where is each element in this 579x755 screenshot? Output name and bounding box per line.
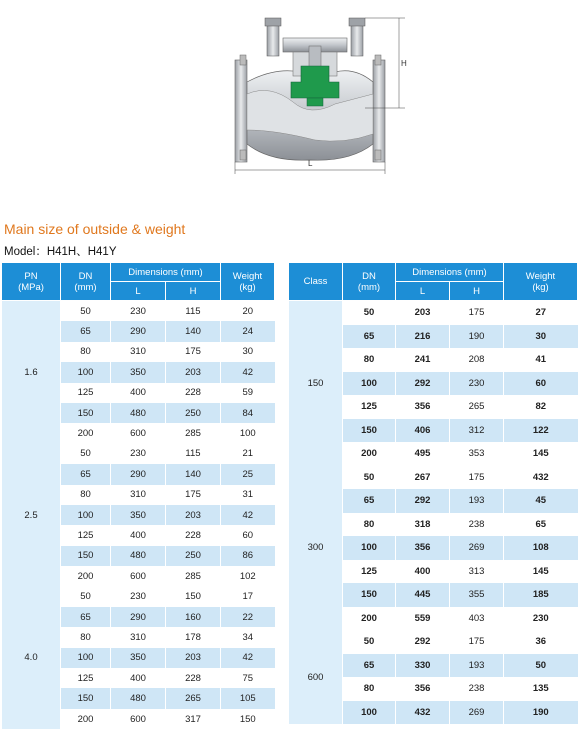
l-header: L bbox=[396, 282, 450, 301]
l-cell: 600 bbox=[111, 423, 166, 443]
dn-cell: 100 bbox=[343, 701, 396, 725]
dn-cell: 65 bbox=[61, 321, 111, 341]
weight-cell: 75 bbox=[221, 668, 275, 688]
dn-cell: 200 bbox=[61, 709, 111, 729]
dn-cell: 150 bbox=[61, 546, 111, 566]
h-cell: 312 bbox=[450, 419, 504, 443]
l-cell: 203 bbox=[396, 301, 450, 325]
h-cell: 230 bbox=[450, 372, 504, 396]
left-flange bbox=[235, 60, 247, 162]
l-cell: 292 bbox=[396, 372, 450, 396]
h-cell: 115 bbox=[166, 444, 221, 464]
weight-cell: 135 bbox=[504, 677, 578, 701]
dn-cell: 50 bbox=[343, 301, 396, 325]
h-cell: 193 bbox=[450, 654, 504, 678]
h-cell: 190 bbox=[450, 325, 504, 349]
l-cell: 356 bbox=[396, 677, 450, 701]
h-cell: 208 bbox=[450, 348, 504, 372]
h-cell: 178 bbox=[166, 627, 221, 647]
h-cell: 175 bbox=[450, 466, 504, 490]
class-header: Class bbox=[289, 263, 343, 301]
h-cell: 228 bbox=[166, 525, 221, 545]
l-cell: 445 bbox=[396, 583, 450, 607]
h-cell: 250 bbox=[166, 403, 221, 423]
dimensions-header: Dimensions (mm) bbox=[111, 263, 221, 282]
h-cell: 269 bbox=[450, 701, 504, 725]
dimensions-header: Dimensions (mm) bbox=[396, 263, 504, 282]
dn-cell: 65 bbox=[61, 464, 111, 484]
l-cell: 290 bbox=[111, 464, 166, 484]
dn-cell: 150 bbox=[61, 403, 111, 423]
table-row bbox=[2, 301, 275, 322]
l-cell: 310 bbox=[111, 342, 166, 362]
l-cell: 432 bbox=[396, 701, 450, 725]
weight-cell: 185 bbox=[504, 583, 578, 607]
weight-cell: 82 bbox=[504, 395, 578, 419]
h-cell: 238 bbox=[450, 513, 504, 537]
h-cell: 250 bbox=[166, 546, 221, 566]
dn-cell: 80 bbox=[343, 513, 396, 537]
h-header: H bbox=[166, 282, 221, 301]
l-cell: 292 bbox=[396, 489, 450, 513]
weight-cell: 41 bbox=[504, 348, 578, 372]
h-cell: 238 bbox=[450, 677, 504, 701]
l-cell: 406 bbox=[396, 419, 450, 443]
h-cell: 228 bbox=[166, 668, 221, 688]
weight-cell: 100 bbox=[221, 423, 275, 443]
dn-cell: 100 bbox=[343, 536, 396, 560]
table-row bbox=[289, 466, 578, 490]
pn-dimension-table bbox=[1, 262, 275, 729]
h-cell: 140 bbox=[166, 464, 221, 484]
dn-cell: 200 bbox=[61, 423, 111, 443]
h-cell: 203 bbox=[166, 648, 221, 668]
h-cell: 175 bbox=[450, 301, 504, 325]
dn-cell: 125 bbox=[61, 668, 111, 688]
l-cell: 350 bbox=[111, 648, 166, 668]
l-cell: 400 bbox=[111, 668, 166, 688]
l-cell: 356 bbox=[396, 536, 450, 560]
weight-cell: 190 bbox=[504, 701, 578, 725]
dn-header: DN (mm) bbox=[343, 263, 396, 301]
h-cell: 313 bbox=[450, 560, 504, 584]
weight-cell: 145 bbox=[504, 442, 578, 466]
dn-cell: 100 bbox=[61, 648, 111, 668]
l-cell: 230 bbox=[111, 586, 166, 606]
weight-cell: 230 bbox=[504, 607, 578, 631]
l-cell: 292 bbox=[396, 630, 450, 654]
dn-cell: 200 bbox=[61, 566, 111, 586]
l-cell: 480 bbox=[111, 546, 166, 566]
dn-cell: 65 bbox=[61, 607, 111, 627]
dim-h-label: H bbox=[401, 59, 407, 68]
weight-cell: 30 bbox=[504, 325, 578, 349]
dn-cell: 65 bbox=[343, 654, 396, 678]
weight-cell: 27 bbox=[504, 301, 578, 325]
l-cell: 600 bbox=[111, 566, 166, 586]
class-dimension-table bbox=[288, 262, 578, 724]
dn-cell: 80 bbox=[61, 627, 111, 647]
weight-cell: 42 bbox=[221, 648, 275, 668]
weight-cell: 60 bbox=[221, 525, 275, 545]
weight-cell: 102 bbox=[221, 566, 275, 586]
group-label: 300 bbox=[289, 466, 343, 631]
weight-cell: 42 bbox=[221, 505, 275, 525]
dn-cell: 100 bbox=[61, 362, 111, 382]
l-cell: 230 bbox=[111, 301, 166, 322]
h-cell: 285 bbox=[166, 566, 221, 586]
model-label: Model：H41H、H41Y bbox=[4, 246, 117, 258]
h-cell: 403 bbox=[450, 607, 504, 631]
l-cell: 330 bbox=[396, 654, 450, 678]
l-cell: 216 bbox=[396, 325, 450, 349]
weight-cell: 31 bbox=[221, 485, 275, 505]
l-cell: 230 bbox=[111, 444, 166, 464]
l-cell: 400 bbox=[396, 560, 450, 584]
dn-cell: 80 bbox=[343, 677, 396, 701]
dn-cell: 150 bbox=[343, 583, 396, 607]
l-cell: 495 bbox=[396, 442, 450, 466]
h-cell: 355 bbox=[450, 583, 504, 607]
weight-cell: 122 bbox=[504, 419, 578, 443]
dn-cell: 125 bbox=[343, 560, 396, 584]
l-cell: 318 bbox=[396, 513, 450, 537]
h-cell: 265 bbox=[450, 395, 504, 419]
h-header: H bbox=[450, 282, 504, 301]
dn-cell: 65 bbox=[343, 325, 396, 349]
weight-cell: 432 bbox=[504, 466, 578, 490]
l-header: L bbox=[111, 282, 166, 301]
l-cell: 290 bbox=[111, 607, 166, 627]
dn-cell: 125 bbox=[61, 525, 111, 545]
weight-cell: 17 bbox=[221, 586, 275, 606]
dn-cell: 100 bbox=[61, 505, 111, 525]
h-cell: 175 bbox=[166, 342, 221, 362]
weight-cell: 36 bbox=[504, 630, 578, 654]
dn-cell: 200 bbox=[343, 607, 396, 631]
l-cell: 600 bbox=[111, 709, 166, 729]
weight-cell: 22 bbox=[221, 607, 275, 627]
l-cell: 400 bbox=[111, 383, 166, 403]
h-cell: 193 bbox=[450, 489, 504, 513]
weight-cell: 108 bbox=[504, 536, 578, 560]
dn-header: DN (mm) bbox=[61, 263, 111, 301]
l-cell: 480 bbox=[111, 403, 166, 423]
dn-cell: 125 bbox=[343, 395, 396, 419]
h-cell: 269 bbox=[450, 536, 504, 560]
weight-cell: 25 bbox=[221, 464, 275, 484]
table-row bbox=[2, 586, 275, 606]
l-cell: 400 bbox=[111, 525, 166, 545]
dn-cell: 200 bbox=[343, 442, 396, 466]
dim-l-label: L bbox=[308, 159, 313, 168]
dn-cell: 50 bbox=[343, 630, 396, 654]
table-row bbox=[2, 444, 275, 464]
l-cell: 356 bbox=[396, 395, 450, 419]
l-cell: 310 bbox=[111, 485, 166, 505]
h-cell: 317 bbox=[166, 709, 221, 729]
h-cell: 353 bbox=[450, 442, 504, 466]
weight-cell: 20 bbox=[221, 301, 275, 322]
dn-cell: 150 bbox=[343, 419, 396, 443]
l-cell: 241 bbox=[396, 348, 450, 372]
group-label: 600 bbox=[289, 630, 343, 724]
pn-header: PN (MPa) bbox=[2, 263, 61, 301]
h-cell: 203 bbox=[166, 505, 221, 525]
l-cell: 480 bbox=[111, 688, 166, 708]
l-cell: 559 bbox=[396, 607, 450, 631]
l-cell: 310 bbox=[111, 627, 166, 647]
weight-cell: 50 bbox=[504, 654, 578, 678]
weight-cell: 59 bbox=[221, 383, 275, 403]
l-cell: 290 bbox=[111, 321, 166, 341]
h-cell: 175 bbox=[450, 630, 504, 654]
weight-cell: 145 bbox=[504, 560, 578, 584]
l-cell: 267 bbox=[396, 466, 450, 490]
weight-header: Weight (kg) bbox=[221, 263, 275, 301]
h-cell: 285 bbox=[166, 423, 221, 443]
dn-cell: 100 bbox=[343, 372, 396, 396]
weight-header: Weight (kg) bbox=[504, 263, 578, 301]
weight-cell: 24 bbox=[221, 321, 275, 341]
weight-cell: 30 bbox=[221, 342, 275, 362]
group-label: 2.5 bbox=[2, 444, 61, 587]
group-label: 1.6 bbox=[2, 301, 61, 444]
dn-cell: 50 bbox=[343, 466, 396, 490]
group-label: 150 bbox=[289, 301, 343, 466]
h-cell: 150 bbox=[166, 586, 221, 606]
valve-drawing bbox=[215, 12, 420, 177]
dn-cell: 65 bbox=[343, 489, 396, 513]
weight-cell: 86 bbox=[221, 546, 275, 566]
h-cell: 203 bbox=[166, 362, 221, 382]
weight-cell: 45 bbox=[504, 489, 578, 513]
h-cell: 140 bbox=[166, 321, 221, 341]
dn-cell: 50 bbox=[61, 586, 111, 606]
weight-cell: 150 bbox=[221, 709, 275, 729]
weight-cell: 84 bbox=[221, 403, 275, 423]
dn-cell: 80 bbox=[343, 348, 396, 372]
weight-cell: 34 bbox=[221, 627, 275, 647]
h-cell: 265 bbox=[166, 688, 221, 708]
weight-cell: 21 bbox=[221, 444, 275, 464]
h-cell: 115 bbox=[166, 301, 221, 322]
h-cell: 160 bbox=[166, 607, 221, 627]
dn-cell: 50 bbox=[61, 444, 111, 464]
table-row bbox=[289, 630, 578, 654]
weight-cell: 105 bbox=[221, 688, 275, 708]
right-flange bbox=[373, 60, 385, 162]
dn-cell: 80 bbox=[61, 342, 111, 362]
section-title: Main size of outside & weight bbox=[4, 221, 186, 237]
dn-cell: 80 bbox=[61, 485, 111, 505]
dn-cell: 125 bbox=[61, 383, 111, 403]
weight-cell: 60 bbox=[504, 372, 578, 396]
weight-cell: 65 bbox=[504, 513, 578, 537]
l-cell: 350 bbox=[111, 505, 166, 525]
l-cell: 350 bbox=[111, 362, 166, 382]
dn-cell: 50 bbox=[61, 301, 111, 322]
h-cell: 228 bbox=[166, 383, 221, 403]
table-row bbox=[289, 301, 578, 325]
h-cell: 175 bbox=[166, 485, 221, 505]
dn-cell: 150 bbox=[61, 688, 111, 708]
weight-cell: 42 bbox=[221, 362, 275, 382]
group-label: 4.0 bbox=[2, 586, 61, 729]
